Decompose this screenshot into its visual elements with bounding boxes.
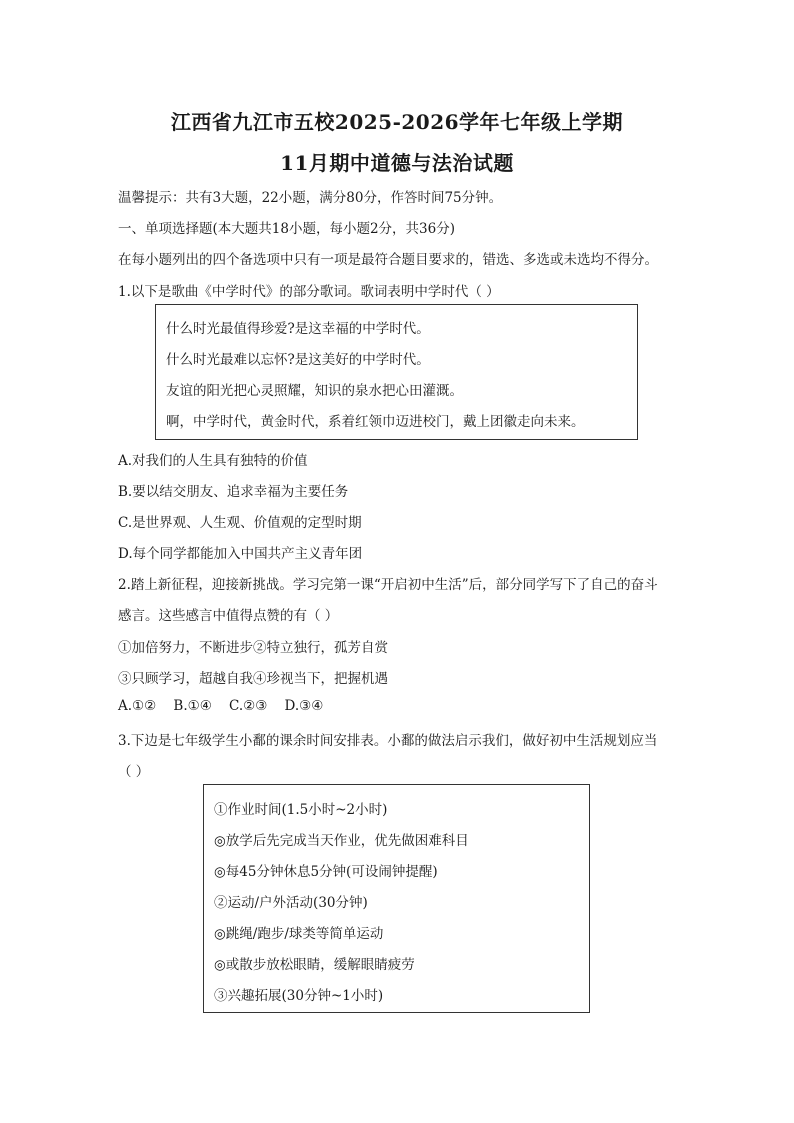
q2-options: A.①② B.①④ C.②③ D.③④ (118, 698, 324, 714)
q2-statement-line2: ③只顾学习，超越自我④珍视当下，把握机遇 (118, 671, 388, 687)
q3-schedule-box (203, 784, 590, 1013)
q1-option-a: A.对我们的人生具有独特的价值 (118, 453, 308, 469)
q1-lyrics-box (155, 304, 638, 440)
section-instruction: 在每小题列出的四个备选项中只有一项是最符合题目要求的，错选、多选或未选均不得分。 (118, 252, 658, 268)
q2-stem-line1: 2.踏上新征程，迎接新挑战。学习完第一课“开启初中生活”后，部分同学写下了自己的奋斗 (118, 577, 658, 593)
q1-option-b: B.要以结交朋友、追求幸福为主要任务 (118, 484, 349, 500)
q3-stem-line2: （ ） (118, 764, 150, 780)
q3-schedule-line: ②运动/户外活动(30分钟) (214, 895, 368, 911)
q1-option-c: C.是世界观、人生观、价值观的定型时期 (118, 515, 362, 531)
q1-option-d: D.每个同学都能加入中国共产主义青年团 (118, 546, 363, 562)
q1-lyric-line: 友谊的阳光把心灵照耀，知识的泉水把心田灌溉。 (166, 383, 463, 399)
q3-schedule-line: ◎或散步放松眼睛，缓解眼睛疲劳 (214, 957, 415, 973)
section-heading: 一、单项选择题(本大题共18小题，每小题2分，共36分) (118, 221, 455, 237)
exam-title-line1: 江西省九江市五校2025-2026学年七年级上学期 (170, 110, 624, 134)
q1-lyric-line: 什么时光最值得珍爱?是这幸福的中学时代。 (166, 321, 430, 337)
q3-stem-line1: 3.下边是七年级学生小鄱的课余时间安排表。小鄱的做法启示我们，做好初中生活规划应当 (118, 733, 658, 749)
q3-schedule-line: ◎跳绳/跑步/球类等简单运动 (214, 926, 384, 942)
q1-lyric-line: 啊，中学时代，黄金时代，系着红领巾迈进校门，戴上团徽走向未来。 (166, 414, 585, 430)
q3-schedule-line: ③兴趣拓展(30分钟~1小时) (214, 988, 384, 1004)
q1-stem: 1.以下是歌曲《中学时代》的部分歌词。歌词表明中学时代（ ） (118, 284, 500, 300)
q3-schedule-line: ①作业时间(1.5小时~2小时) (214, 802, 388, 818)
q3-schedule-line: ◎每45分钟休息5分钟(可设闹钟提醒) (214, 864, 438, 880)
q1-lyric-line: 什么时光最难以忘怀?是这美好的中学时代。 (166, 352, 430, 368)
q3-schedule-line: ◎放学后先完成当天作业，优先做困难科目 (214, 833, 469, 849)
tip-text: 温馨提示：共有3大题，22小题，满分80分，作答时间75分钟。 (118, 190, 503, 206)
q2-stem-line2: 感言。这些感言中值得点赞的有（ ） (118, 608, 339, 624)
q2-statement-line1: ①加倍努力，不断进步②特立独行，孤芳自赏 (118, 640, 388, 656)
exam-title-line2: 11月期中道德与法治试题 (280, 151, 514, 175)
